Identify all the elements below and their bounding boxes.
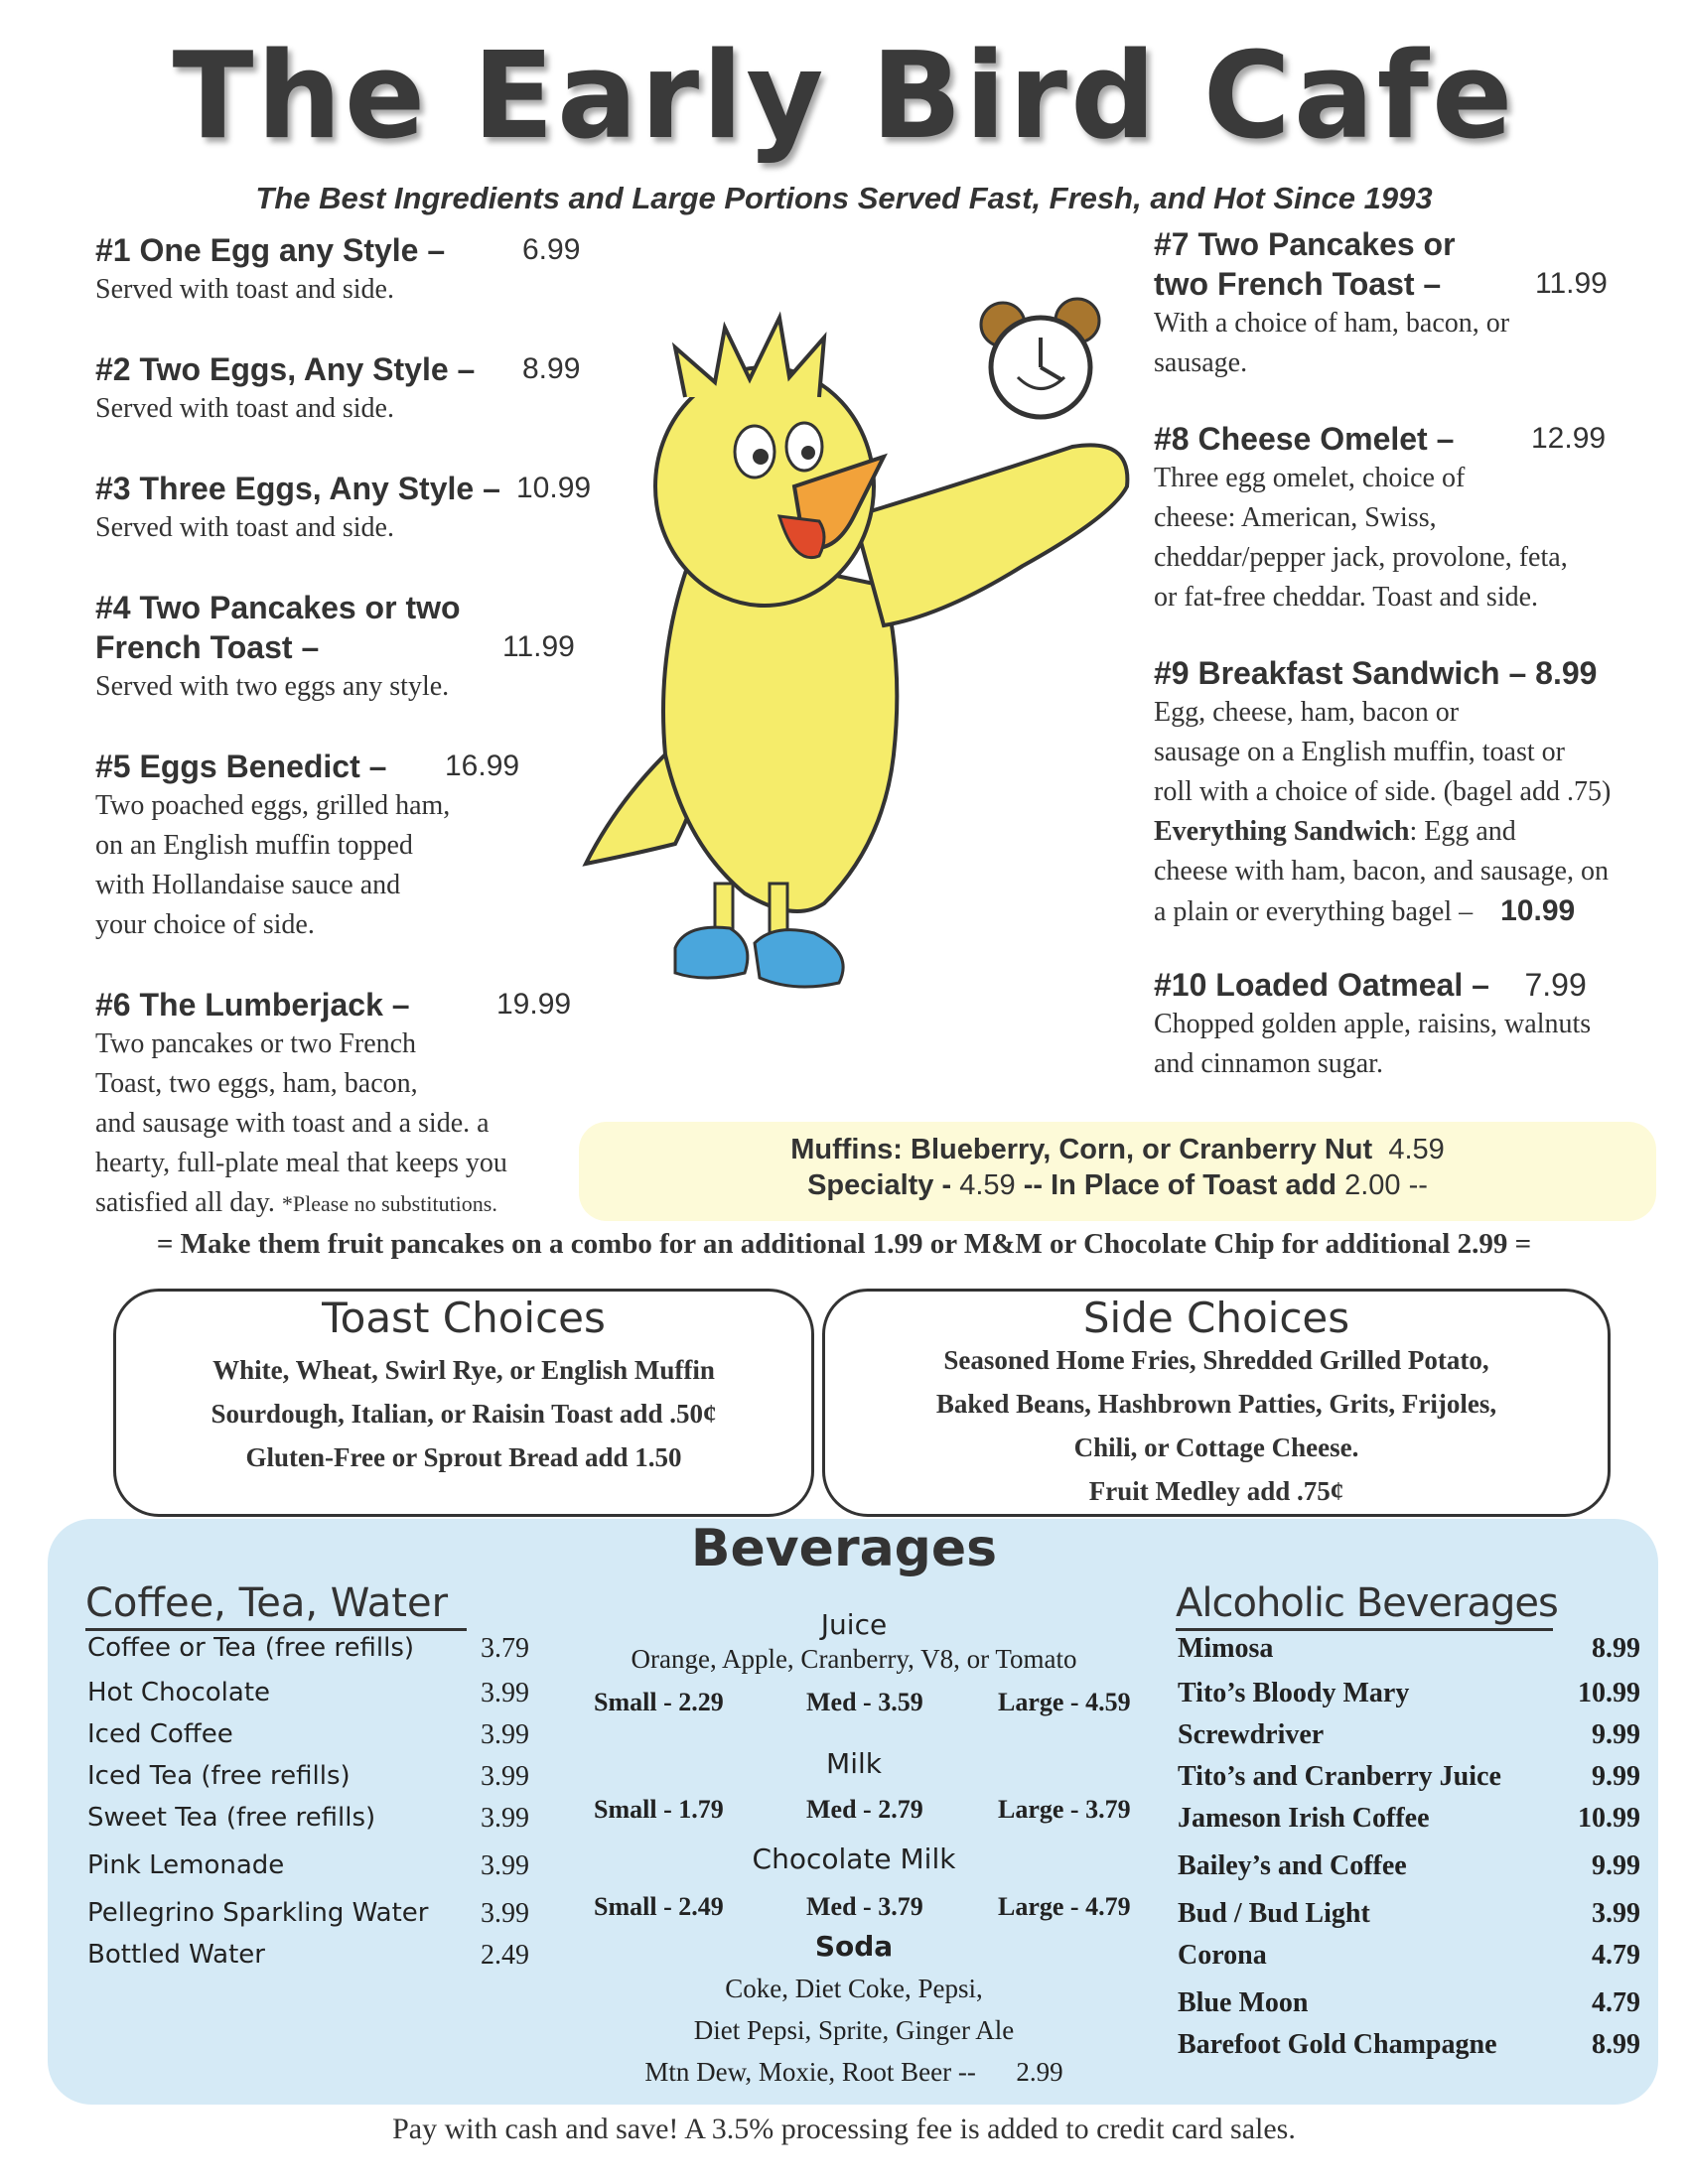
alcohol-item-price: 8.99 xyxy=(1592,1633,1640,1664)
coffee-item-name: Hot Chocolate xyxy=(87,1678,271,1707)
item-heading: #6 The Lumberjack – xyxy=(95,987,410,1023)
milk-small: Small - 1.79 xyxy=(594,1795,724,1824)
item-description: with Hollandaise sauce and xyxy=(95,870,401,900)
item-heading xyxy=(1154,653,1611,693)
soda-price: 2.99 xyxy=(1016,2057,1063,2087)
item-description: or fat-free cheddar. Toast and side. xyxy=(1154,582,1539,613)
item-heading: #3 Three Eggs, Any Style – xyxy=(95,471,500,506)
item-price: 8.99 xyxy=(1535,655,1598,691)
alcohol-item-price: 9.99 xyxy=(1592,1761,1640,1792)
sub-item-price: 10.99 xyxy=(1500,894,1576,927)
alcohol-item-price: 8.99 xyxy=(1592,2029,1640,2060)
substitution-note: *Please no substitutions. xyxy=(281,1191,497,1216)
coffee-item-name: Pink Lemonade xyxy=(87,1850,285,1880)
item-heading: #5 Eggs Benedict – xyxy=(95,749,387,784)
coffee-item-name: Iced Tea (free refills) xyxy=(87,1761,351,1791)
muffins-label: Muffins: Blueberry, Corn, or Cranberry Nut xyxy=(790,1134,1373,1165)
menu-item-4 xyxy=(95,588,575,707)
item-description: Three egg omelet, choice of xyxy=(1154,463,1466,493)
item-description: Egg, cheese, ham, bacon or xyxy=(1154,697,1460,728)
item-description: Served with toast and side. xyxy=(95,512,394,543)
side-choices-title: Side Choices xyxy=(1082,1294,1350,1342)
bird-wing xyxy=(854,445,1127,625)
item-description: cheese with ham, bacon, and sausage, on xyxy=(1154,856,1609,887)
item-price: 10.99 xyxy=(516,472,592,504)
toast-swap-price: 2.00 -- xyxy=(1344,1169,1428,1201)
item-description: Served with toast and side. xyxy=(95,393,394,424)
chocolate-milk-large: Large - 4.79 xyxy=(998,1892,1131,1921)
item-description: and cinnamon sugar. xyxy=(1154,1048,1383,1079)
side-line: Baked Beans, Hashbrown Patties, Grits, Frijoles, xyxy=(935,1389,1497,1419)
chocolate-milk-small: Small - 2.49 xyxy=(594,1892,724,1921)
juice-options: Orange, Apple, Cranberry, V8, or Tomato xyxy=(631,1644,1077,1674)
item-heading-line2: French Toast – xyxy=(95,629,320,665)
soda-line: Coke, Diet Coke, Pepsi, xyxy=(725,1974,983,2003)
soda-line xyxy=(576,2057,1132,2088)
menu-item-9 xyxy=(1154,653,1611,932)
milk-med: Med - 2.79 xyxy=(806,1795,923,1824)
item-description: cheese: American, Swiss, xyxy=(1154,502,1437,533)
menu-item-2 xyxy=(95,349,581,429)
item-price: 12.99 xyxy=(1531,422,1607,455)
beverages-title: Beverages xyxy=(690,1519,998,1578)
side-line: Seasoned Home Fries, Shredded Grilled Potato, xyxy=(943,1345,1489,1375)
item-description: Chopped golden apple, raisins, walnuts xyxy=(1154,1009,1592,1039)
coffee-item-name: Bottled Water xyxy=(87,1940,265,1970)
coffee-item-name: Iced Coffee xyxy=(87,1719,233,1749)
item-description xyxy=(95,1183,507,1224)
alcohol-item-name: Barefoot Gold Champagne xyxy=(1178,2029,1497,2060)
item-heading: #2 Two Eggs, Any Style – xyxy=(95,351,476,387)
specialty-line xyxy=(579,1167,1656,1203)
bird-feathers xyxy=(675,318,824,397)
payment-note: Pay with cash and save! A 3.5% processing fee is added to credit card sales. xyxy=(392,2113,1296,2145)
item-price: 6.99 xyxy=(522,233,581,266)
item-description: Served with two eggs any style. xyxy=(95,671,450,702)
item-description: on an English muffin topped xyxy=(95,830,413,861)
alcohol-item-name: Mimosa xyxy=(1178,1633,1274,1664)
item-price: 16.99 xyxy=(445,750,520,782)
alcohol-item-price: 3.99 xyxy=(1592,1898,1640,1929)
specialty-price: 4.59 xyxy=(959,1169,1016,1201)
item-description: sausage on a English muffin, toast or xyxy=(1154,737,1565,767)
alcohol-item-name: Corona xyxy=(1178,1940,1267,1971)
item-description: and sausage with toast and a side. a xyxy=(95,1108,490,1139)
menu-item-10 xyxy=(1154,965,1591,1084)
coffee-item-name: Coffee or Tea (free refills) xyxy=(87,1633,415,1663)
item-heading: #1 One Egg any Style – xyxy=(95,232,446,268)
item-description-end: satisfied all day. xyxy=(95,1187,275,1218)
item-price: 7.99 xyxy=(1524,967,1587,1003)
item-description: your choice of side. xyxy=(95,909,315,940)
item-heading-line2: two French Toast – xyxy=(1154,266,1442,302)
alcohol-item-name: Screwdriver xyxy=(1178,1719,1325,1750)
chocolate-milk-title: Chocolate Milk xyxy=(752,1843,956,1875)
item-price: 8.99 xyxy=(522,352,581,385)
coffee-tea-water-title: Coffee, Tea, Water xyxy=(85,1580,467,1631)
coffee-item-price: 3.99 xyxy=(481,1719,529,1750)
coffee-item-price: 2.49 xyxy=(481,1940,529,1971)
coffee-item-price: 3.99 xyxy=(481,1850,529,1881)
item-heading: #4 Two Pancakes or two xyxy=(95,590,461,625)
side-line: Fruit Medley add .75¢ xyxy=(1088,1476,1344,1506)
toast-line: White, Wheat, Swirl Rye, or English Muffin xyxy=(212,1355,715,1385)
alarm-clock-icon xyxy=(973,293,1112,432)
bird-shoe xyxy=(675,927,748,978)
coffee-item-price: 3.99 xyxy=(481,1803,529,1834)
page-title: The Early Bird Cafe xyxy=(172,28,1516,166)
alcohol-item-name: Tito’s Bloody Mary xyxy=(1178,1678,1410,1708)
alcohol-item-price: 4.79 xyxy=(1592,1987,1640,2018)
toast-line: Gluten-Free or Sprout Bread add 1.50 xyxy=(245,1442,682,1472)
item-description: Toast, two eggs, ham, bacon, xyxy=(95,1068,418,1099)
coffee-item-price: 3.79 xyxy=(481,1633,529,1664)
menu-item-5 xyxy=(95,747,520,945)
item-description: With a choice of ham, bacon, or xyxy=(1154,308,1510,339)
alcohol-item-price: 9.99 xyxy=(1592,1850,1640,1881)
menu-item-7 xyxy=(1154,224,1608,383)
bird-shoe xyxy=(755,930,843,987)
item-price: 11.99 xyxy=(1535,267,1608,300)
item-heading xyxy=(1154,965,1591,1005)
item-description: sausage. xyxy=(1154,347,1248,378)
item-description: Two pancakes or two French xyxy=(95,1028,417,1059)
item-heading: #7 Two Pancakes or xyxy=(1154,226,1456,262)
item-price: 19.99 xyxy=(496,988,572,1021)
alcohol-item-price: 10.99 xyxy=(1578,1678,1640,1708)
chocolate-milk-med: Med - 3.79 xyxy=(806,1892,923,1921)
sub-item-text: a plain or everything bagel – xyxy=(1154,896,1474,927)
item-description: Served with toast and side. xyxy=(95,274,394,305)
side-line: Chili, or Cottage Cheese. xyxy=(1073,1433,1359,1462)
menu-item-1 xyxy=(95,230,581,310)
tagline: The Best Ingredients and Large Portions Served Fast, Fresh, and Hot Since 1993 xyxy=(255,181,1433,215)
coffee-item-name: Pellegrino Sparkling Water xyxy=(87,1898,429,1928)
item-description xyxy=(1154,891,1611,932)
item-description: Two poached eggs, grilled ham, xyxy=(95,790,451,821)
alcohol-item-name: Jameson Irish Coffee xyxy=(1178,1803,1430,1834)
toast-choices-box xyxy=(113,1289,814,1517)
menu-item-3 xyxy=(95,469,592,548)
coffee-item-price: 3.99 xyxy=(481,1678,529,1708)
menu-item-6 xyxy=(95,985,572,1224)
bird-eye xyxy=(786,423,822,471)
soda-title: Soda xyxy=(814,1930,894,1963)
alcohol-item-name: Bud / Bud Light xyxy=(1178,1898,1370,1929)
soda-names: Mtn Dew, Moxie, Root Beer -- xyxy=(644,2057,976,2087)
sub-item-label: Everything Sandwich xyxy=(1154,816,1410,847)
coffee-item-name: Sweet Tea (free refills) xyxy=(87,1803,376,1833)
alcohol-item-name: Tito’s and Cranberry Juice xyxy=(1178,1761,1501,1792)
coffee-item-price: 3.99 xyxy=(481,1898,529,1929)
coffee-item-price: 3.99 xyxy=(481,1761,529,1792)
item-price: 11.99 xyxy=(502,630,575,663)
specialty-label: Specialty - xyxy=(807,1169,952,1201)
alcohol-item-price: 4.79 xyxy=(1592,1940,1640,1971)
fruit-pancake-note: = Make them fruit pancakes on a combo for an additional 1.99 or M&M or Chocolate Chip for additional 2.99 = xyxy=(156,1228,1532,1260)
bird-pupil xyxy=(753,449,769,465)
item-description: hearty, full-plate meal that keeps you xyxy=(95,1148,507,1178)
juice-med: Med - 3.59 xyxy=(806,1688,923,1716)
milk-large: Large - 3.79 xyxy=(998,1795,1131,1824)
toast-choices-title: Toast Choices xyxy=(322,1294,606,1342)
muffins-line xyxy=(579,1132,1656,1167)
toast-swap-label: -- In Place of Toast add xyxy=(1023,1169,1337,1201)
alcohol-item-name: Blue Moon xyxy=(1178,1987,1309,2018)
item-description: roll with a choice of side. (bagel add .75) xyxy=(1154,776,1612,807)
alcoholic-beverages-title: Alcoholic Beverages xyxy=(1176,1580,1553,1631)
juice-title: Juice xyxy=(820,1608,888,1641)
sub-item-text: : Egg and xyxy=(1409,816,1516,847)
alcohol-item-price: 9.99 xyxy=(1592,1719,1640,1750)
item-description: cheddar/pepper jack, provolone, feta, xyxy=(1154,542,1568,573)
alcohol-item-name: Bailey’s and Coffee xyxy=(1178,1850,1407,1881)
side-choices-box xyxy=(822,1289,1611,1517)
item-heading-text: #9 Breakfast Sandwich – xyxy=(1154,655,1527,691)
toast-line: Sourdough, Italian, or Raisin Toast add .50¢ xyxy=(211,1399,717,1429)
muffins-price: 4.59 xyxy=(1388,1134,1445,1165)
juice-small: Small - 2.29 xyxy=(594,1688,724,1716)
milk-title: Milk xyxy=(826,1747,882,1780)
juice-large: Large - 4.59 xyxy=(998,1688,1131,1716)
item-heading: #8 Cheese Omelet – xyxy=(1154,421,1455,457)
item-heading-text: #10 Loaded Oatmeal – xyxy=(1154,967,1489,1003)
soda-line: Diet Pepsi, Sprite, Ginger Ale xyxy=(693,2015,1015,2045)
bird-pupil xyxy=(801,446,815,460)
item-description xyxy=(1154,812,1611,852)
menu-item-8 xyxy=(1154,419,1607,617)
alcohol-item-price: 10.99 xyxy=(1578,1803,1640,1834)
